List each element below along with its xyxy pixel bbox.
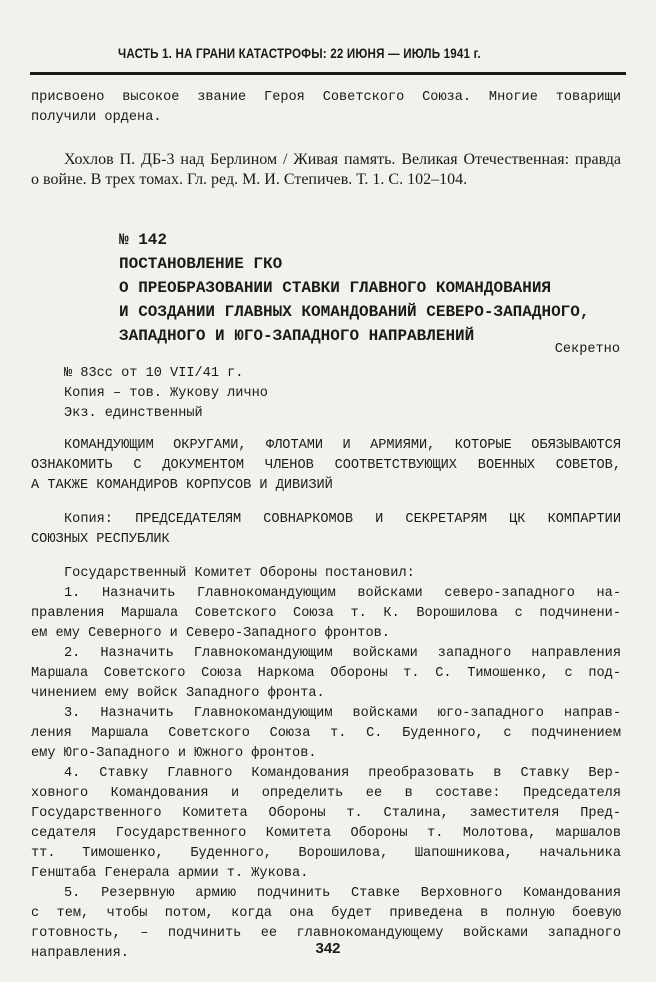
body-line: Государственного Комитета Обороны т. Сталина, заместителя Пред- xyxy=(31,806,621,821)
body-line: ем ему Северного и Северо-Западного фронтов. xyxy=(31,626,390,641)
addressees xyxy=(31,436,621,496)
body-line: ховного Командования и определить ее в составе: Председателя xyxy=(31,786,621,801)
meta-line: Экз. единственный xyxy=(64,406,203,421)
previous-text xyxy=(31,88,621,128)
body-line: ления Маршала Советского Союза т. С. Буденного, с подчинением xyxy=(31,726,621,741)
body-line: Маршала Советского Союза Наркома Обороны т. С. Тимошенко, с под- xyxy=(31,666,621,681)
meta-line: Копия – тов. Жукову лично xyxy=(64,386,268,401)
copy-recipients xyxy=(31,510,621,550)
body-line: 3. Назначить Главнокомандующим войсками юго-западного направ- xyxy=(64,706,621,721)
citation-line: о войне. В трех томах. Гл. ред. М. И. Степичев. Т. 1. С. 102–104. xyxy=(31,171,468,188)
text-line: получили ордена. xyxy=(31,110,162,125)
body-line: 4. Ставку Главного Командования преобразовать в Ставку Вер- xyxy=(64,766,621,781)
body-line: 1. Назначить Главнокомандующим войсками северо-западного на- xyxy=(64,586,621,601)
classification-label: Секретно xyxy=(554,342,620,357)
addressee-line: КОМАНДУЮЩИМ ОКРУГАМИ, ФЛОТАМИ И АРМИЯМИ, КОТОРЫЕ ОБЯЗЫВАЮТСЯ xyxy=(64,438,621,453)
body-line: с тем, чтобы потом, когда она будет приведена в полную боевую xyxy=(31,906,621,921)
page-number: 342 xyxy=(315,940,341,957)
resolution-body xyxy=(31,564,621,964)
body-line: 5. Резервную армию подчинить Ставке Верховного Командования xyxy=(64,886,621,901)
text-line: присвоено высокое звание Героя Советского Союза. Многие товарищи xyxy=(31,90,621,105)
title-line: ПОСТАНОВЛЕНИЕ ГКО xyxy=(119,255,283,273)
copy-line: Копия: ПРЕДСЕДАТЕЛЯМ СОВНАРКОМОВ И СЕКРЕТАРЯМ ЦК КОМПАРТИИ xyxy=(64,512,621,527)
body-line: готовность, – подчинить ее главнокомандующему войсками западного xyxy=(31,926,621,941)
document-title xyxy=(119,228,639,348)
title-line: О ПРЕОБРАЗОВАНИИ СТАВКИ ГЛАВНОГО КОМАНДОВАНИЯ xyxy=(119,279,552,297)
body-line: Государственный Комитет Обороны постановил: xyxy=(64,566,415,581)
body-line: седателя Государственного Комитета Обороны т. Молотова, маршалов xyxy=(31,826,621,841)
body-line: ему Юго-Западного и Южного фронтов. xyxy=(31,746,317,761)
body-line: 2. Назначить Главнокомандующим войсками западного направления xyxy=(64,646,621,661)
citation-line: Хохлов П. ДБ-3 над Берлином / Живая память. Великая Отечественная: правда xyxy=(64,151,621,168)
header-rule xyxy=(30,72,626,75)
addressee-line: ОЗНАКОМИТЬ С ДОКУМЕНТОМ ЧЛЕНОВ СООТВЕТСТВУЮЩИХ ВОЕННЫХ СОВЕТОВ, xyxy=(31,458,621,473)
body-line: тт. Тимошенко, Буденного, Ворошилова, Шапошникова, начальника xyxy=(31,846,621,861)
body-line: Генштаба Генерала армии т. Жукова. xyxy=(31,866,309,881)
title-line: И СОЗДАНИИ ГЛАВНЫХ КОМАНДОВАНИЙ СЕВЕРО-ЗАПАДНОГО, xyxy=(119,303,590,321)
addressee-line: А ТАКЖЕ КОМАНДИРОВ КОРПУСОВ И ДИВИЗИЙ xyxy=(31,478,333,493)
source-citation xyxy=(31,150,621,190)
body-line: чинением ему войск Западного фронта. xyxy=(31,686,325,701)
body-line: направления. xyxy=(31,946,129,961)
body-line: правления Маршала Советского Союза т. К. Ворошилова с подчинени- xyxy=(31,606,621,621)
title-line: ЗАПАДНОГО И ЮГО-ЗАПАДНОГО НАПРАВЛЕНИЙ xyxy=(119,327,475,345)
document-meta xyxy=(64,364,484,424)
document-number: № 142 xyxy=(119,231,168,249)
running-header: ЧАСТЬ 1. НА ГРАНИ КАТАСТРОФЫ: 22 ИЮНЯ — ИЮЛЬ 1941 г. xyxy=(118,46,481,61)
meta-line: № 83сс от 10 VII/41 г. xyxy=(64,366,244,381)
copy-line: СОЮЗНЫХ РЕСПУБЛИК xyxy=(31,532,170,547)
